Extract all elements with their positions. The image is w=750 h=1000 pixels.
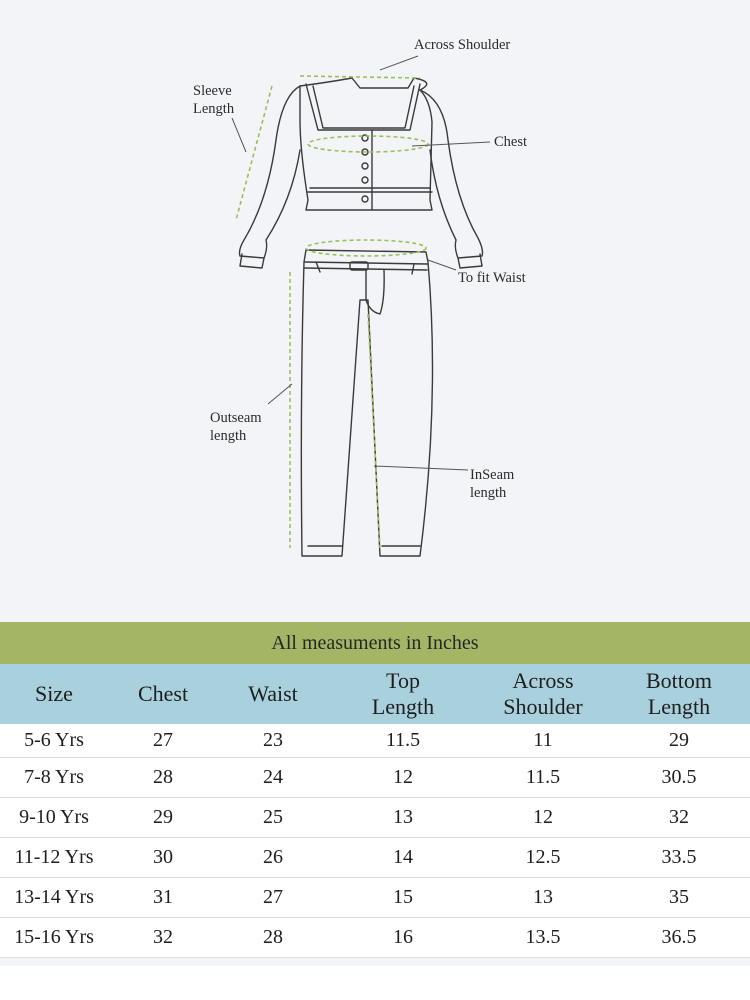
header-chest: Chest <box>137 681 189 706</box>
left-sleeve <box>240 86 301 258</box>
cell-top-length: 12 <box>393 766 413 788</box>
sleeve-length-line <box>236 86 272 220</box>
table-row <box>0 838 750 878</box>
header-waist: Waist <box>248 681 298 706</box>
label-to-fit-waist: To fit Waist <box>458 270 526 286</box>
table-row <box>0 918 750 958</box>
cell-chest: 31 <box>153 886 173 908</box>
cell-size: 7-8 Yrs <box>24 766 84 788</box>
cell-across-shoulder: 12 <box>533 806 553 828</box>
cell-size: 5-6 Yrs <box>24 729 84 751</box>
size-table-header <box>0 664 750 724</box>
table-row <box>0 798 750 838</box>
cell-across-shoulder: 13.5 <box>525 926 561 948</box>
cell-top-length: 13 <box>393 806 413 828</box>
label-outseam-length: Outseam length <box>210 410 262 444</box>
header-top-length: Top Length <box>371 668 435 719</box>
cell-waist: 28 <box>263 926 283 948</box>
label-inseam-length: InSeam length <box>470 467 515 501</box>
top-neckline <box>313 86 414 128</box>
cell-waist: 26 <box>263 846 283 868</box>
cell-chest: 32 <box>153 926 173 948</box>
cell-waist: 24 <box>263 766 283 788</box>
cell-top-length: 16 <box>393 926 413 948</box>
cell-top-length: 11.5 <box>385 729 421 751</box>
label-across-shoulder: Across Shoulder <box>414 37 511 53</box>
cell-size: 9-10 Yrs <box>19 806 89 828</box>
table-row <box>0 878 750 918</box>
cell-waist: 27 <box>263 886 283 908</box>
header-bottom-length: Bottom Length <box>645 668 712 719</box>
header-across-shoulder: Across Shoulder <box>503 668 583 719</box>
top-buttons <box>362 130 372 210</box>
waist-line <box>306 240 426 256</box>
across-shoulder-line <box>300 76 420 78</box>
cell-chest: 27 <box>153 729 173 751</box>
cell-bottom-length: 33.5 <box>661 846 697 868</box>
cell-chest: 28 <box>153 766 173 788</box>
table-footer-space <box>0 966 750 1000</box>
cell-size: 13-14 Yrs <box>14 886 94 908</box>
table-row <box>0 758 750 798</box>
cell-across-shoulder: 12.5 <box>525 846 561 868</box>
cell-bottom-length: 32 <box>669 806 689 828</box>
measurement-unit-banner: All measuments in Inches <box>0 622 750 664</box>
cell-waist: 23 <box>263 729 283 751</box>
table-row <box>0 724 750 758</box>
cell-across-shoulder: 11.5 <box>525 766 561 788</box>
cell-bottom-length: 29 <box>669 729 689 751</box>
cell-waist: 25 <box>263 806 283 828</box>
header-size: Size <box>35 681 73 706</box>
cell-chest: 29 <box>153 806 173 828</box>
cell-across-shoulder: 11 <box>533 729 553 751</box>
cell-top-length: 15 <box>393 886 413 908</box>
cell-bottom-length: 36.5 <box>661 926 697 948</box>
cell-across-shoulder: 13 <box>533 886 553 908</box>
measure-lines <box>236 76 428 548</box>
size-table-body <box>0 724 750 958</box>
cell-bottom-length: 35 <box>669 886 689 908</box>
cell-chest: 30 <box>153 846 173 868</box>
label-chest: Chest <box>494 134 528 150</box>
top-outline <box>300 78 432 210</box>
pants-outline <box>301 250 432 556</box>
right-sleeve <box>420 90 483 258</box>
cell-size: 11-12 Yrs <box>14 846 94 868</box>
cell-bottom-length: 30.5 <box>661 766 697 788</box>
cell-top-length: 14 <box>393 846 413 868</box>
label-sleeve-length: Sleeve Length <box>193 83 235 117</box>
cell-size: 15-16 Yrs <box>14 926 94 948</box>
